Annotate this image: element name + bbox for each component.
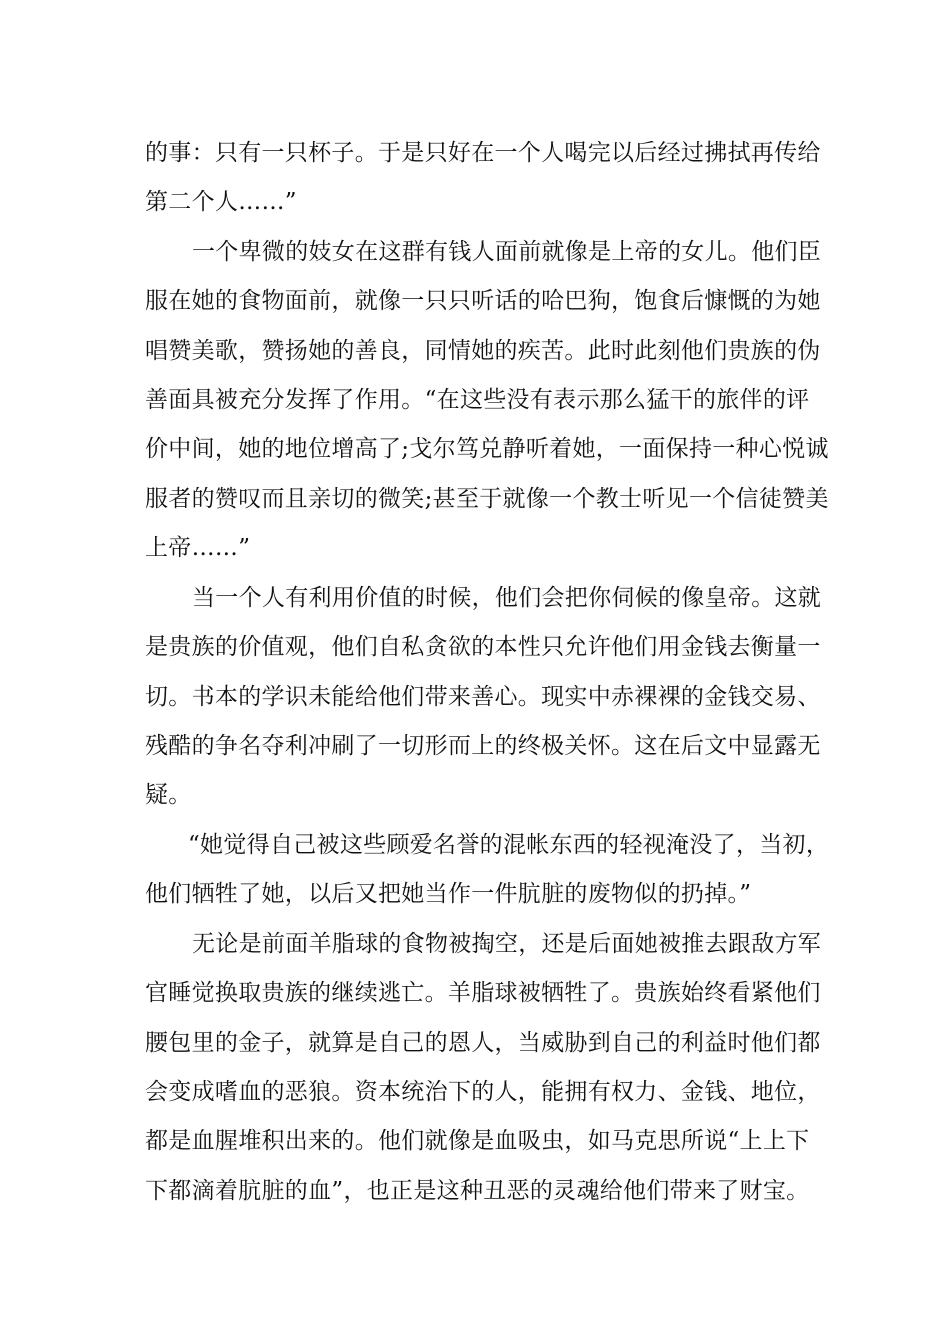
paragraph-first-line: 当一个人有利用价值的时候，他们会把你伺候的像皇帝。这就 xyxy=(192,585,822,611)
quote-first-line: “她觉得自己被这些顾爱名誉的混帐东西的轻视淹没了，当初， xyxy=(188,832,830,858)
text-line: 是贵族的价值观，他们自私贪欲的本性只允许他们用金钱去衡量一 xyxy=(145,634,821,660)
text-line: 下都滴着肮脏的血”，也正是这种丑恶的灵魂给他们带来了财宝。 xyxy=(145,1178,810,1204)
text-line: 善面具被充分发挥了作用。“在这些没有表示那么猛干的旅伴的评 xyxy=(145,387,810,413)
text-line: 疑。 xyxy=(145,782,192,808)
text-line: 服在她的食物面前，就像一只只听话的哈巴狗，饱食后慷慨的为她 xyxy=(145,288,821,314)
text-line: 会变成嗜血的恶狼。资本统治下的人，能拥有权力、金钱、地位， xyxy=(145,1079,821,1105)
text-line: 第二个人……” xyxy=(145,189,297,215)
paragraph-first-line: 一个卑微的妓女在这群有钱人面前就像是上帝的女儿。他们臣 xyxy=(192,239,822,265)
text-line: 服者的赞叹而且亲切的微笑;甚至于就像一个教士听见一个信徒赞美 xyxy=(145,486,829,512)
text-line: 上帝……” xyxy=(145,535,251,561)
text-line: 残酷的争名夺利冲刷了一切形而上的终极关怀。这在后文中显露无 xyxy=(145,733,821,759)
text-line: 都是血腥堆积出来的。他们就像是血吸虫，如马克思所说“上上下 xyxy=(145,1128,810,1154)
text-line: 他们牺牲了她，以后又把她当作一件肮脏的废物似的扔掉。” xyxy=(145,881,752,907)
paragraph-first-line: 无论是前面羊脂球的食物被掏空，还是后面她被推去跟敌方军 xyxy=(192,931,822,957)
text-line: 切。书本的学识未能给他们带来善心。现实中赤裸裸的金钱交易、 xyxy=(145,684,821,710)
text-line: 的事：只有一只杯子。于是只好在一个人喝完以后经过拂拭再传给 xyxy=(145,140,821,166)
text-line: 唱赞美歌，赞扬她的善良，同情她的疾苦。此时此刻他们贵族的伪 xyxy=(145,338,821,364)
text-line: 腰包里的金子，就算是自己的恩人，当威胁到自己的利益时他们都 xyxy=(145,1030,821,1056)
text-line: 价中间，她的地位增高了;戈尔笃兑静听着她，一面保持一种心悦诚 xyxy=(145,436,829,462)
text-line: 官睡觉换取贵族的继续逃亡。羊脂球被牺牲了。贵族始终看紧他们 xyxy=(145,980,821,1006)
